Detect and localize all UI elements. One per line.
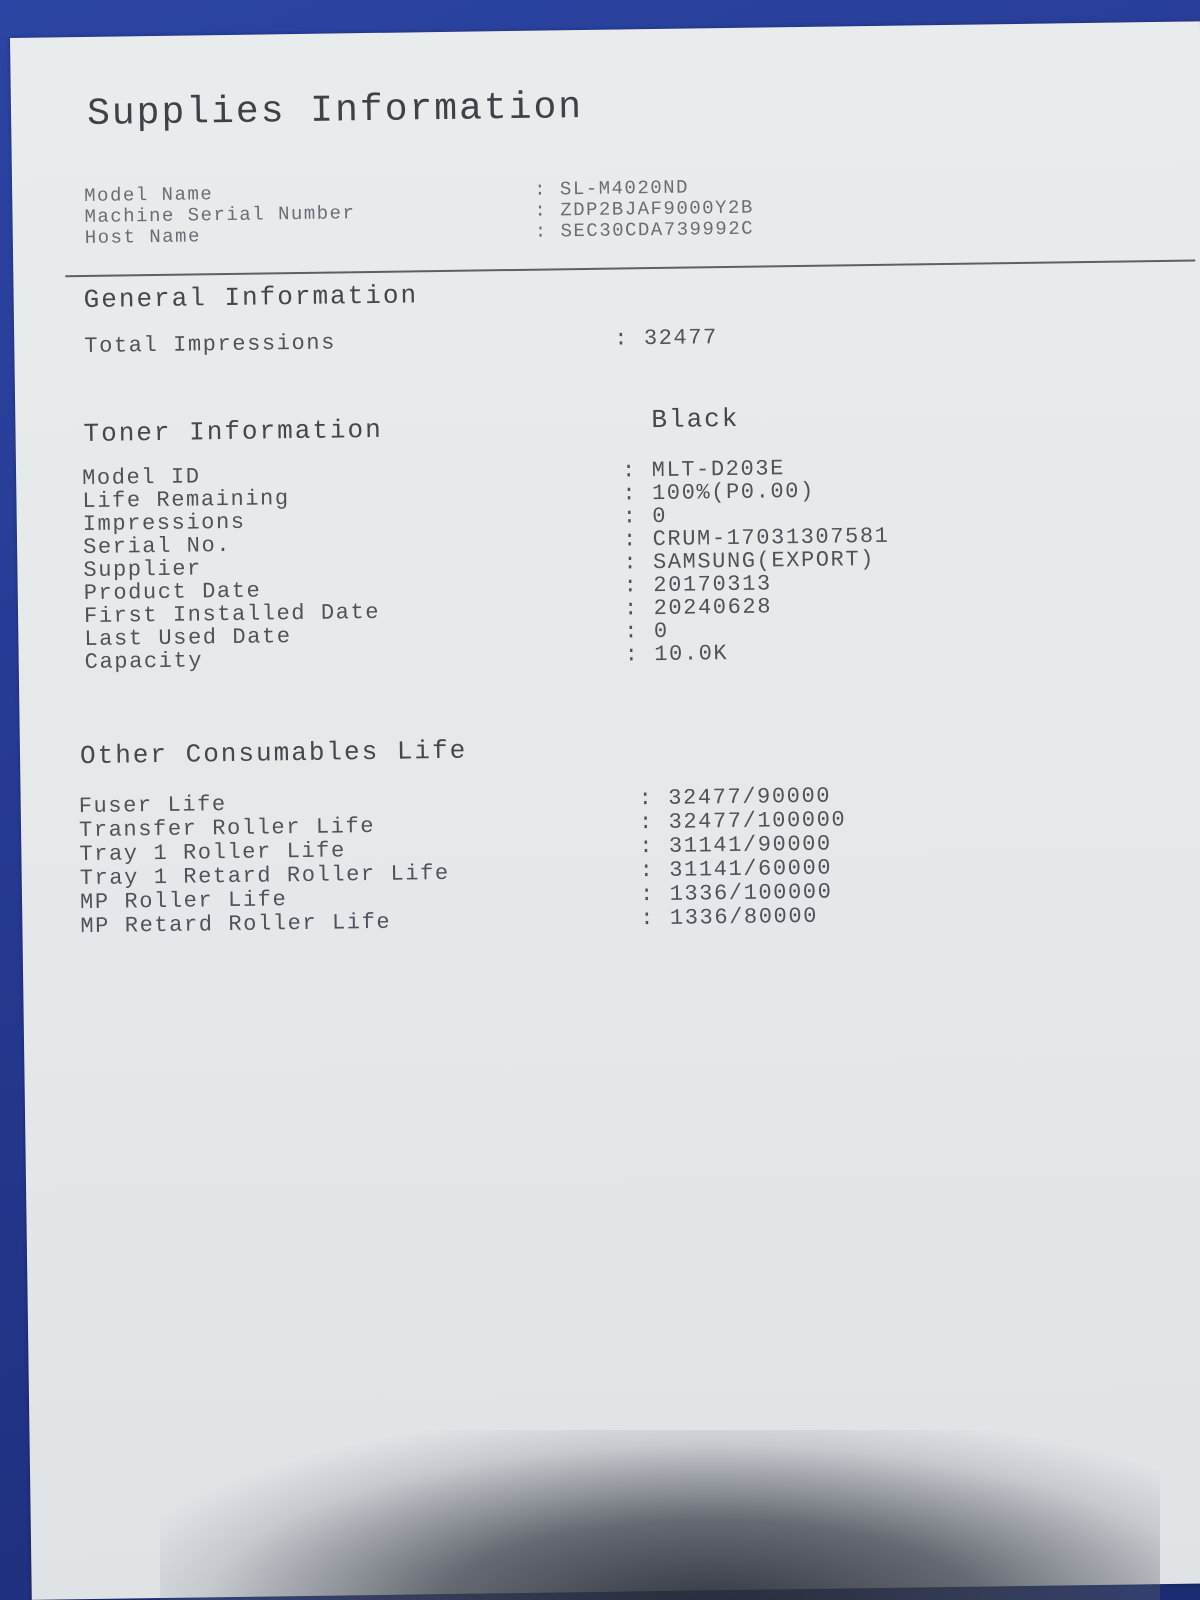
row-label: Fuser Life — [78, 792, 227, 820]
header-divider — [65, 259, 1195, 277]
machine-serial-row — [84, 196, 754, 228]
row-label: Host Name — [84, 225, 202, 249]
row-label: Capacity — [84, 648, 204, 676]
row-label: Transfer Roller Life — [78, 813, 376, 844]
row-value: : 31141/60000 — [639, 855, 833, 884]
row-label: Supplier — [83, 556, 203, 584]
page-title: Supplies Information — [86, 86, 584, 136]
row-label: First Installed Date — [83, 599, 381, 630]
row-value: : 31141/90000 — [639, 831, 832, 860]
row-value: : 0 — [624, 618, 669, 645]
model-name-row — [84, 176, 690, 207]
row-value: : SAMSUNG(EXPORT) — [623, 546, 876, 576]
row-value: : 0 — [622, 503, 668, 530]
general-information-heading: General Information — [83, 280, 419, 315]
row-value: : MLT-D203E — [621, 456, 786, 484]
row-value: : 32477/90000 — [638, 783, 832, 812]
row-label: Model Name — [84, 183, 214, 207]
row-label: MP Retard Roller Life — [80, 909, 392, 940]
row-label: Impressions — [82, 509, 246, 538]
row-value: : 32477 — [614, 325, 719, 352]
toner-column-black: Black — [651, 403, 740, 436]
row-value: : 10.0K — [624, 641, 729, 668]
row-label: Product Date — [83, 578, 262, 607]
row-value: : CRUM-17031307581 — [622, 523, 890, 553]
row-label: Tray 1 Retard Roller Life — [79, 860, 450, 892]
row-label: Life Remaining — [82, 486, 290, 515]
row-value: : 20240628 — [623, 594, 773, 622]
row-label: Total Impressions — [84, 330, 337, 359]
row-value: : 1336/80000 — [640, 903, 819, 932]
row-label: Tray 1 Roller Life — [79, 838, 347, 868]
row-value: : SL-M4020ND — [534, 176, 690, 201]
row-value: : ZDP2BJAF9000Y2B — [534, 196, 754, 222]
row-value: : 32477/100000 — [638, 807, 847, 836]
other-consumables-heading: Other Consumables Life — [79, 735, 468, 772]
host-name-row — [84, 217, 755, 249]
row-label: Serial No. — [82, 532, 232, 561]
row-label: Last Used Date — [84, 624, 292, 653]
toner-information-heading: Toner Information — [83, 414, 383, 450]
row-value: : SEC30CDA739992C — [534, 217, 755, 243]
row-label: MP Roller Life — [79, 887, 288, 916]
row-value: : 1336/100000 — [639, 879, 833, 908]
row-label: Model ID — [81, 464, 201, 492]
row-value: : 100%(P0.00) — [622, 478, 816, 507]
printout-page — [10, 21, 1200, 1599]
row-label: Machine Serial Number — [84, 202, 356, 228]
row-value: : 20170313 — [623, 571, 772, 599]
